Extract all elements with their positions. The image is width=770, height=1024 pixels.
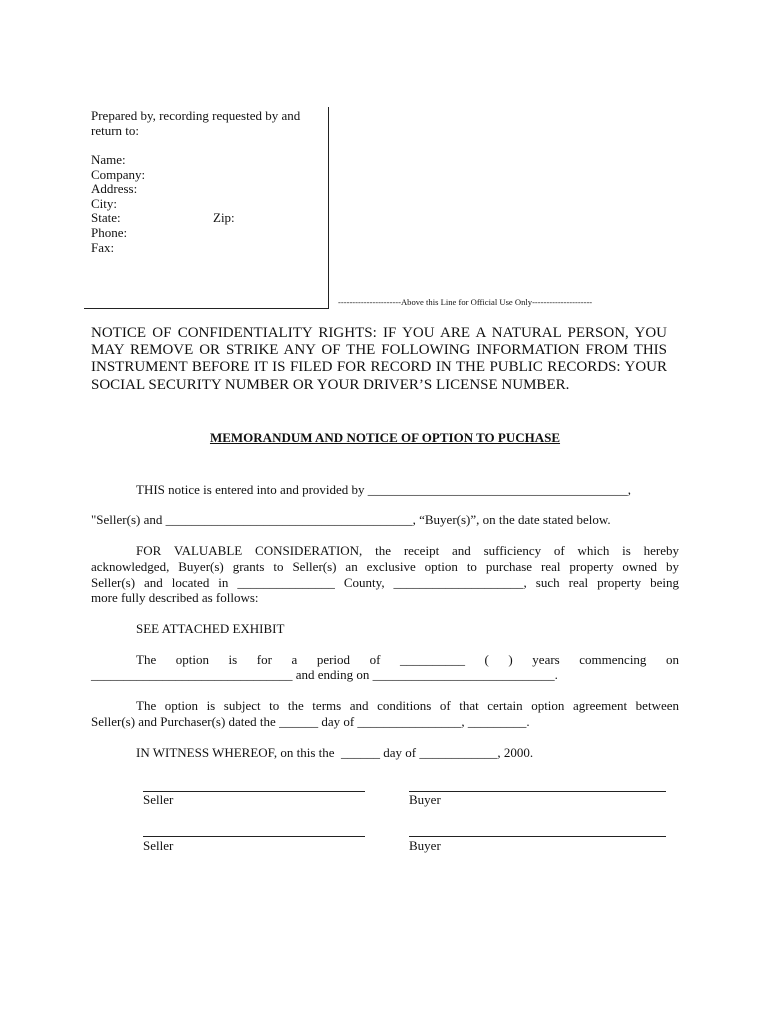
seller-label: Seller [143,838,174,853]
buyer-signature-line [409,836,666,837]
prepared-by-label: Prepared by, recording requested by and [91,108,301,123]
paragraph-option-period: _______________________________ and ending on ____________________________. [91,667,558,682]
buyer-signature-line [409,791,666,792]
buyer-label: Buyer [409,792,441,807]
seller-label: Seller [143,792,174,807]
phone-label: Phone: [91,225,128,240]
paragraph-option-period: The option is for a period of __________ ( ) years commencing on [136,652,679,667]
paragraph-seller-buyer: "Seller(s) and ______________________________________, “Buyer(s)”, on the date stated below. [91,512,611,527]
document-title: MEMORANDUM AND NOTICE OF OPTION TO PUCHASE [209,430,561,445]
paragraph-consideration: Seller(s) and located in _______________ County, ____________________, such real property being [91,575,679,590]
header-vertical-rule [328,107,329,309]
paragraph-consideration: more fully described as follows: [91,590,259,605]
state-label: State: [91,210,121,225]
buyer-label: Buyer [409,838,441,853]
address-label: Address: [91,181,138,196]
paragraph-consideration: acknowledged, Buyer(s) grants to Seller(s) an exclusive option to purchase real property owned by [91,559,679,574]
witness-clause: IN WITNESS WHEREOF, on this the ______ day of ____________, 2000. [136,745,534,760]
see-attached-exhibit: SEE ATTACHED EXHIBIT [136,621,285,636]
official-use-line: ----------------------Above this Line for Official Use Only--------------------- [338,297,593,307]
notice-line: SOCIAL SECURITY NUMBER OR YOUR DRIVER’S LICENSE NUMBER. [91,377,570,393]
seller-signature-line [143,836,365,837]
notice-line: NOTICE OF CONFIDENTIALITY RIGHTS: IF YOU ARE A NATURAL PERSON, YOU [91,325,667,341]
header-horizontal-rule [84,308,329,309]
paragraph-option-terms: Seller(s) and Purchaser(s) dated the ______ day of ________________, _________. [91,714,530,729]
paragraph-provided-by: THIS notice is entered into and provided by ________________________________________, [136,482,632,497]
seller-signature-line [143,791,365,792]
notice-line: MAY REMOVE OR STRIKE ANY OF THE FOLLOWING INFORMATION FROM THIS [91,342,667,358]
city-label: City: [91,196,118,211]
paragraph-option-terms: The option is subject to the terms and conditions of that certain option agreement between [136,698,679,713]
paragraph-consideration: FOR VALUABLE CONSIDERATION, the receipt and sufficiency of which is hereby [136,543,679,558]
return-to-label: return to: [91,123,140,138]
fax-label: Fax: [91,240,115,255]
company-label: Company: [91,167,146,182]
notice-line: INSTRUMENT BEFORE IT IS FILED FOR RECORD IN THE PUBLIC RECORDS: YOUR [91,359,667,375]
zip-label: Zip: [213,210,235,225]
name-label: Name: [91,152,126,167]
